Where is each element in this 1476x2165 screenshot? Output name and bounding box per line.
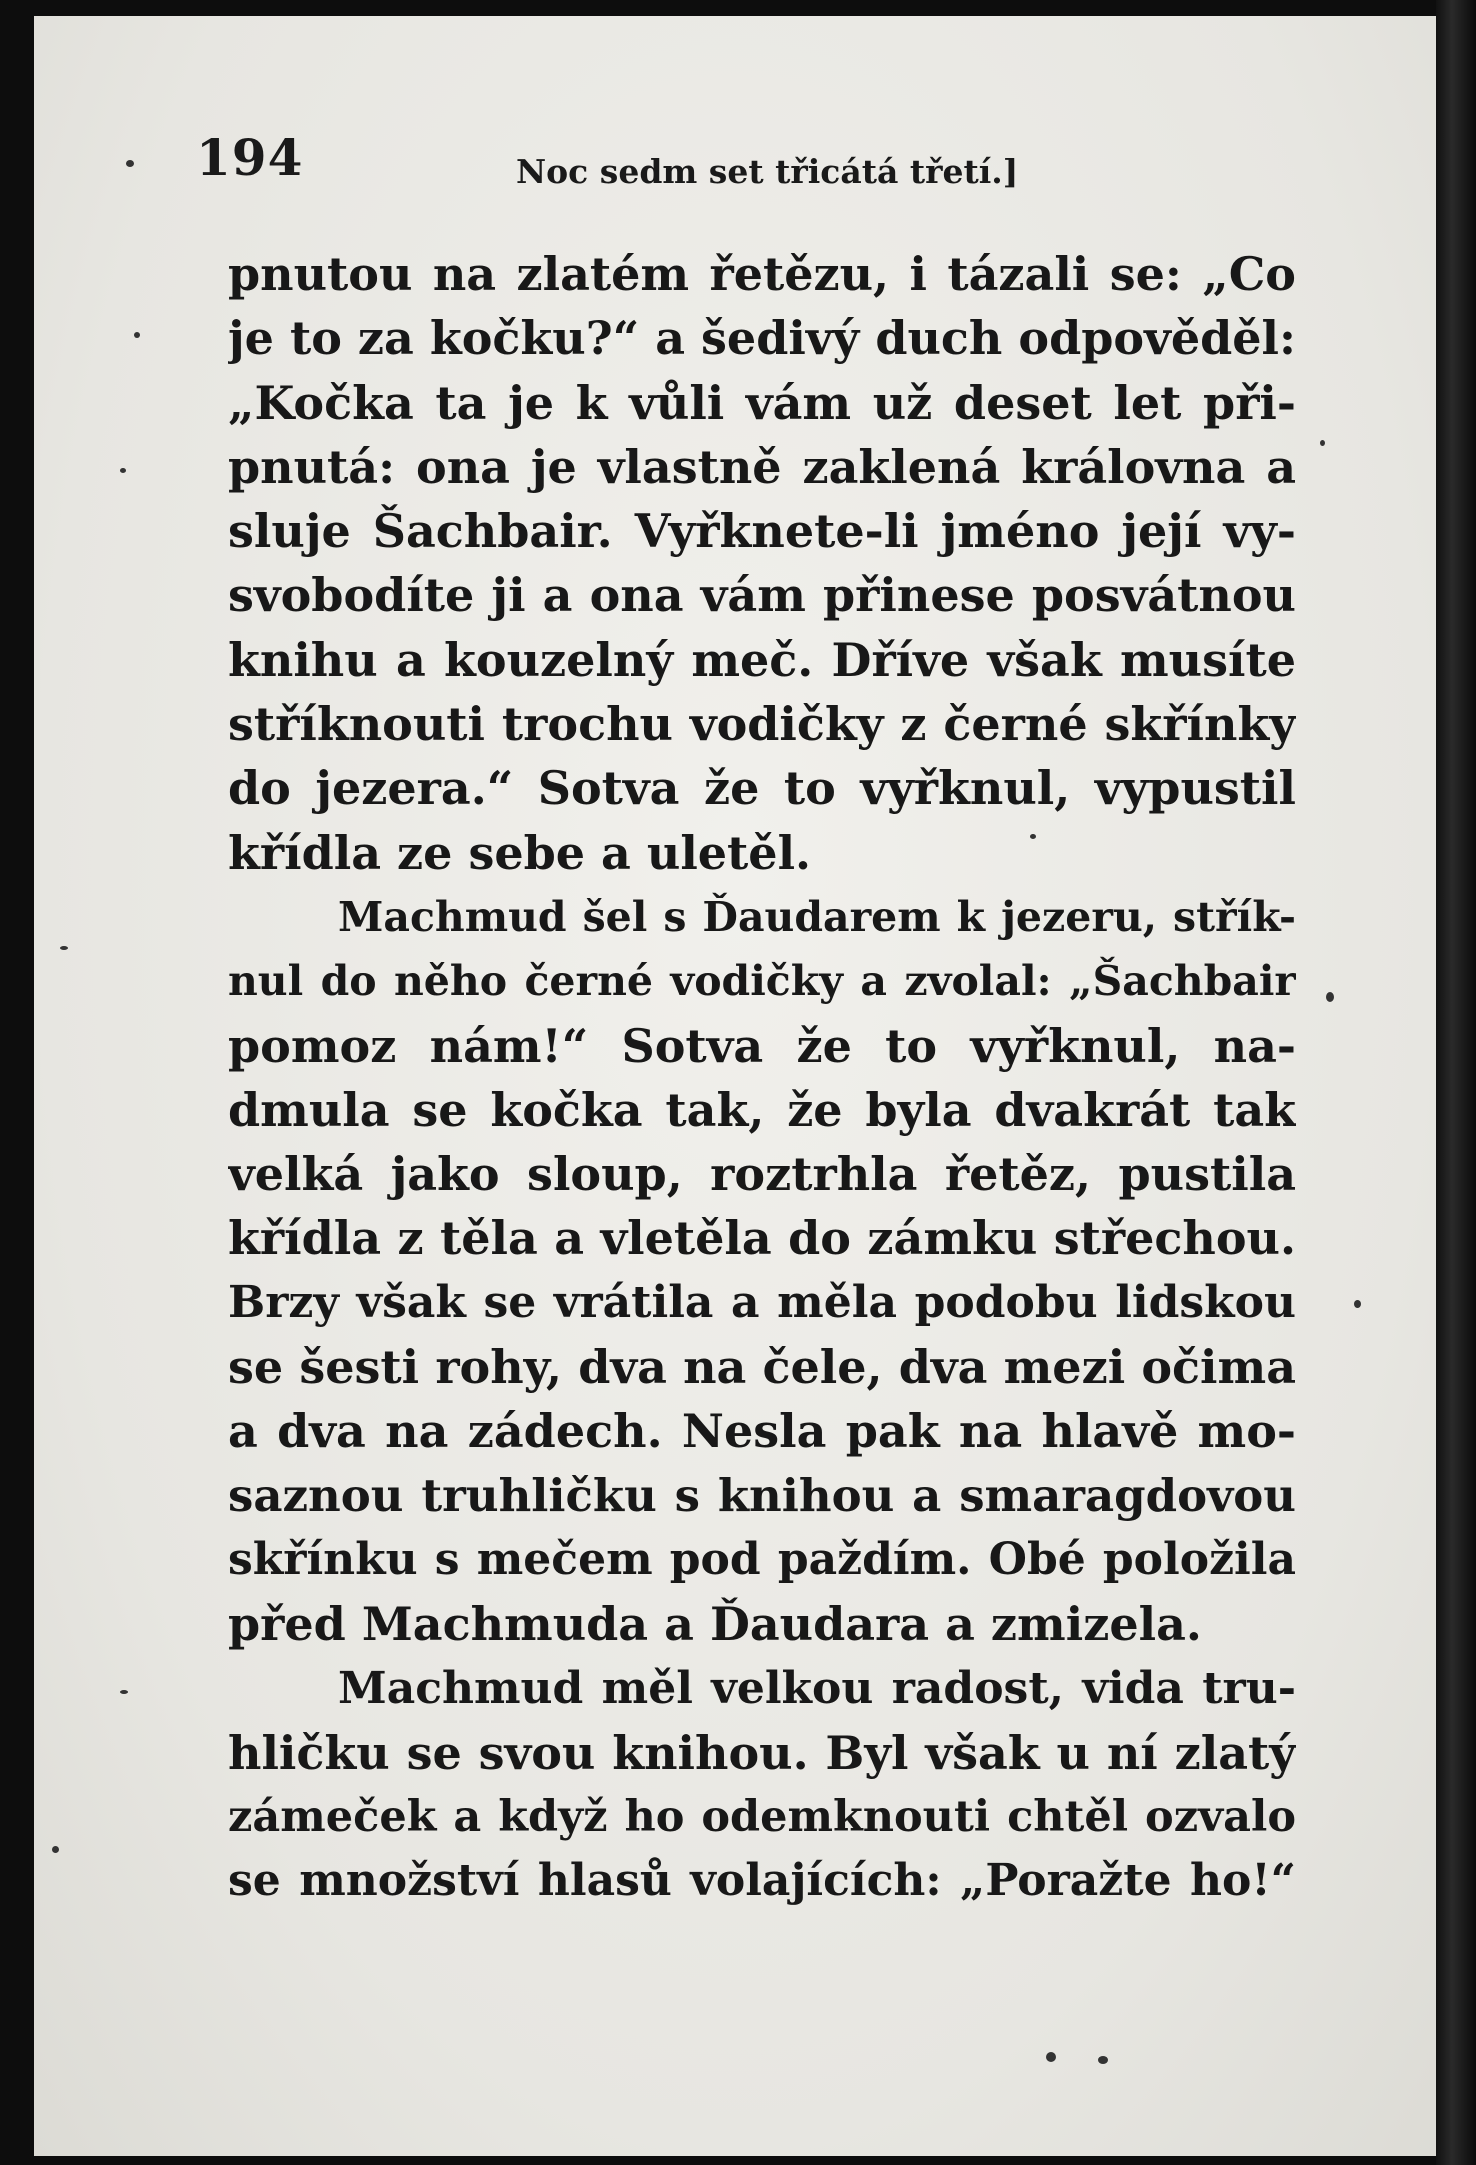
text-line: „Kočka ta je k vůli vám už deset let při- [228, 375, 1296, 430]
body-text [228, 242, 1296, 1914]
text-line: se šesti rohy, dva na čele, dva mezi očima [228, 1340, 1296, 1395]
text-line: Machmud šel s Ďaudarem k jezeru, střík- [338, 892, 1296, 941]
print-speck [1098, 2056, 1108, 2064]
text-line: křídla ze sebe a uletěl. [228, 825, 812, 880]
print-speck [1320, 440, 1325, 446]
text-line: pnutou na zlatém řetězu, i tázali se: „Co [228, 247, 1296, 301]
text-line: skřínku s mečem pod paždím. Obé položila [228, 1533, 1296, 1585]
print-speck [52, 1846, 59, 1853]
text-line: zámeček a když ho odemknouti chtěl ozvalo [228, 1792, 1296, 1843]
print-speck [1046, 2052, 1056, 2062]
text-line: nul do něho černé vodičky a zvolal: „Šachbair [228, 957, 1296, 1006]
text-line: svobodíte ji a ona vám přinese posvátnou [228, 568, 1296, 623]
running-head: Noc sedm set třicátá třetí.] [516, 152, 1019, 191]
text-line: a dva na zádech. Nesla pak na hlavě mo- [228, 1404, 1296, 1459]
print-speck [60, 946, 68, 950]
page-header [196, 128, 1326, 198]
print-speck [120, 468, 126, 473]
text-line: před Machmuda a Ďaudara a zmizela. [228, 1597, 1202, 1652]
text-line: do jezera.“ Sotva že to vyřknul, vypustil [228, 761, 1296, 816]
text-line: velká jako sloup, roztrhla řetěz, pustila [228, 1147, 1296, 1202]
text-line: Machmud měl velkou radost, vida tru- [338, 1662, 1296, 1714]
print-speck [134, 332, 140, 338]
print-speck [126, 160, 134, 167]
text-line: pomoz nám!“ Sotva že to vyřknul, na- [228, 1018, 1296, 1073]
print-speck [1326, 992, 1334, 1002]
text-line: sluje Šachbair. Vyřknete-li jméno její vy- [228, 504, 1296, 559]
print-speck [120, 1690, 128, 1694]
print-speck [1354, 1300, 1361, 1308]
text-line: Brzy však se vrátila a měla podobu lidskou [228, 1276, 1296, 1328]
text-line: je to za kočku?“ a šedivý duch odpověděl: [228, 311, 1296, 366]
book-spine-edge [1436, 0, 1476, 2165]
text-line: křídla z těla a vletěla do zámku střechou. [228, 1211, 1296, 1266]
text-line: knihu a kouzelný meč. Dříve však musíte [228, 632, 1296, 687]
text-line: saznou truhličku s knihou a smaragdovou [228, 1468, 1296, 1522]
print-speck [1030, 834, 1036, 839]
text-line: pnutá: ona je vlastně zaklená královna a [228, 439, 1296, 494]
text-line: hličku se svou knihou. Byl však u ní zlatý [228, 1725, 1296, 1780]
text-line: dmula se kočka tak, že byla dvakrát tak [228, 1082, 1296, 1137]
text-line: se množství hlasů volajících: „Poražte ho!“ [228, 1855, 1296, 1907]
page-number: 194 [196, 128, 304, 187]
text-line: stříknouti trochu vodičky z černé skřínky [228, 697, 1296, 752]
